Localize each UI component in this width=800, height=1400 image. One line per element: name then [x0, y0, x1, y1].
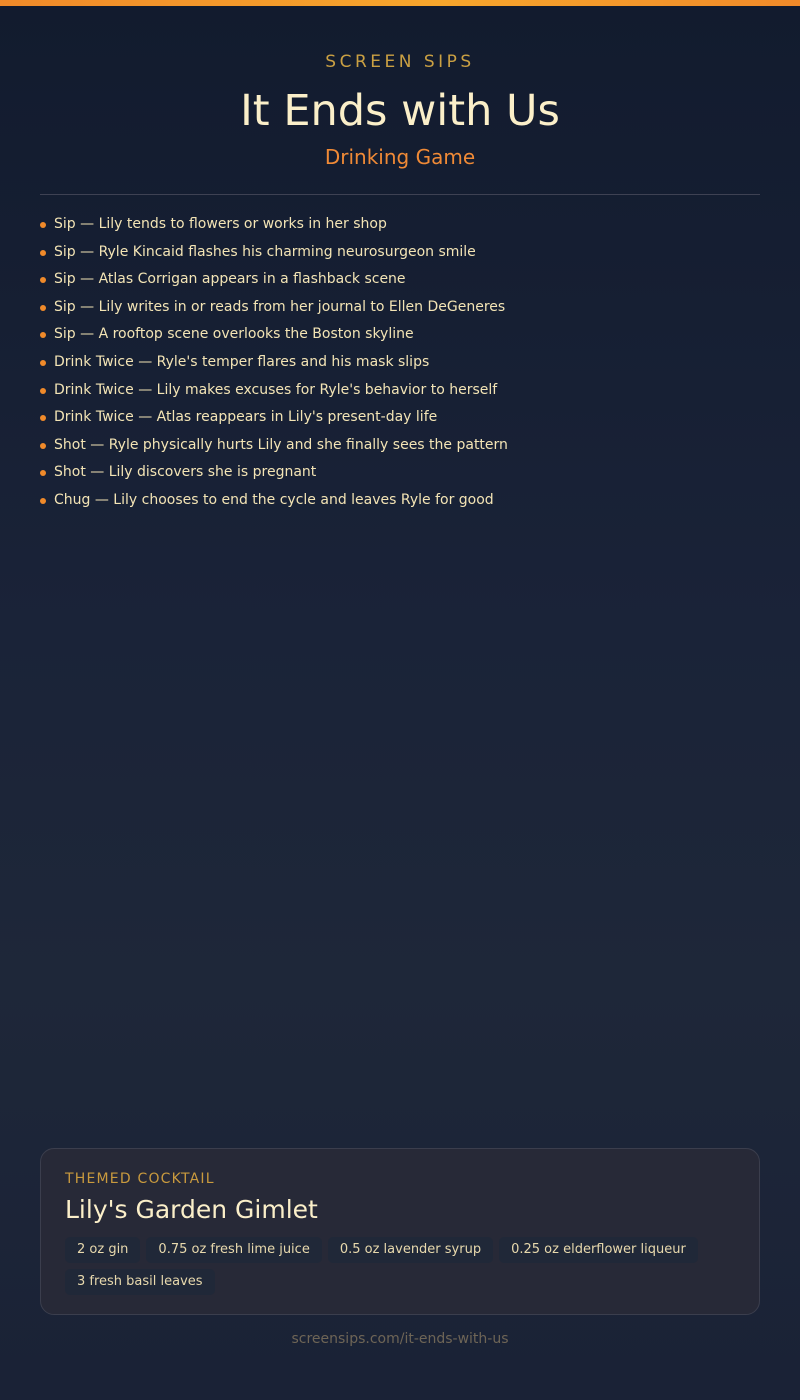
cocktail-name: Lily's Garden Gimlet — [65, 1195, 318, 1224]
bullet-icon — [40, 470, 46, 476]
footer-url[interactable]: screensips.com/it-ends-with-us — [291, 1331, 509, 1347]
bullet-icon — [40, 415, 46, 421]
rule-text: Sip — Lily tends to flowers or works in her shop — [54, 216, 387, 232]
ingredient-chip: 3 fresh basil leaves — [65, 1269, 215, 1295]
accent-bar — [0, 0, 800, 6]
rule-text: Sip — A rooftop scene overlooks the Boston skyline — [54, 326, 414, 343]
header-divider — [40, 194, 760, 195]
rule-item — [40, 487, 760, 515]
bullet-icon — [40, 443, 46, 449]
ingredient-chip: 0.75 oz fresh lime juice — [146, 1237, 321, 1263]
brand-label: SCREEN SIPS — [325, 52, 475, 72]
rule-text: Chug — Lily chooses to end the cycle and leaves Ryle for good — [54, 491, 494, 508]
rule-item — [40, 349, 760, 377]
ingredient-chip: 0.5 oz lavender syrup — [328, 1237, 493, 1263]
page-title: It Ends with Us — [240, 86, 560, 136]
cocktail-label: THEMED COCKTAIL — [65, 1171, 215, 1187]
rule-item — [40, 377, 760, 405]
rule-item — [40, 294, 760, 322]
rule-text: Shot — Ryle physically hurts Lily and she finally sees the pattern — [54, 436, 508, 453]
ingredient-chip: 0.25 oz elderflower liqueur — [499, 1237, 698, 1263]
bullet-icon — [40, 498, 46, 504]
rule-text: Sip — Ryle Kincaid flashes his charming neurosurgeon smile — [54, 243, 476, 260]
rule-item — [40, 432, 760, 460]
rule-item — [40, 321, 760, 349]
rule-item — [40, 459, 760, 487]
rule-item — [40, 266, 760, 294]
bullet-icon — [40, 250, 46, 256]
rule-item — [40, 239, 760, 267]
cocktail-card — [40, 1148, 760, 1315]
rule-text: Sip — Lily writes in or reads from her journal to Ellen DeGeneres — [54, 298, 506, 315]
rule-text: Shot — Lily discovers she is pregnant — [54, 464, 317, 481]
page-subtitle: Drinking Game — [324, 145, 476, 169]
rule-item — [40, 211, 760, 239]
rule-text: Drink Twice — Atlas reappears in Lily's present-day life — [54, 409, 438, 426]
bullet-icon — [40, 222, 46, 228]
bullet-icon — [40, 305, 46, 311]
bullet-icon — [40, 332, 46, 338]
rule-text: Drink Twice — Ryle's temper flares and his mask slips — [54, 353, 430, 370]
rule-item — [40, 404, 760, 432]
rule-text: Drink Twice — Lily makes excuses for Ryle's behavior to herself — [54, 381, 498, 398]
ingredient-list — [65, 1237, 745, 1301]
bullet-icon — [40, 277, 46, 283]
bullet-icon — [40, 388, 46, 394]
ingredient-chip: 2 oz gin — [65, 1237, 140, 1263]
rule-text: Sip — Atlas Corrigan appears in a flashback scene — [54, 271, 406, 288]
rules-list — [40, 211, 760, 515]
bullet-icon — [40, 360, 46, 366]
